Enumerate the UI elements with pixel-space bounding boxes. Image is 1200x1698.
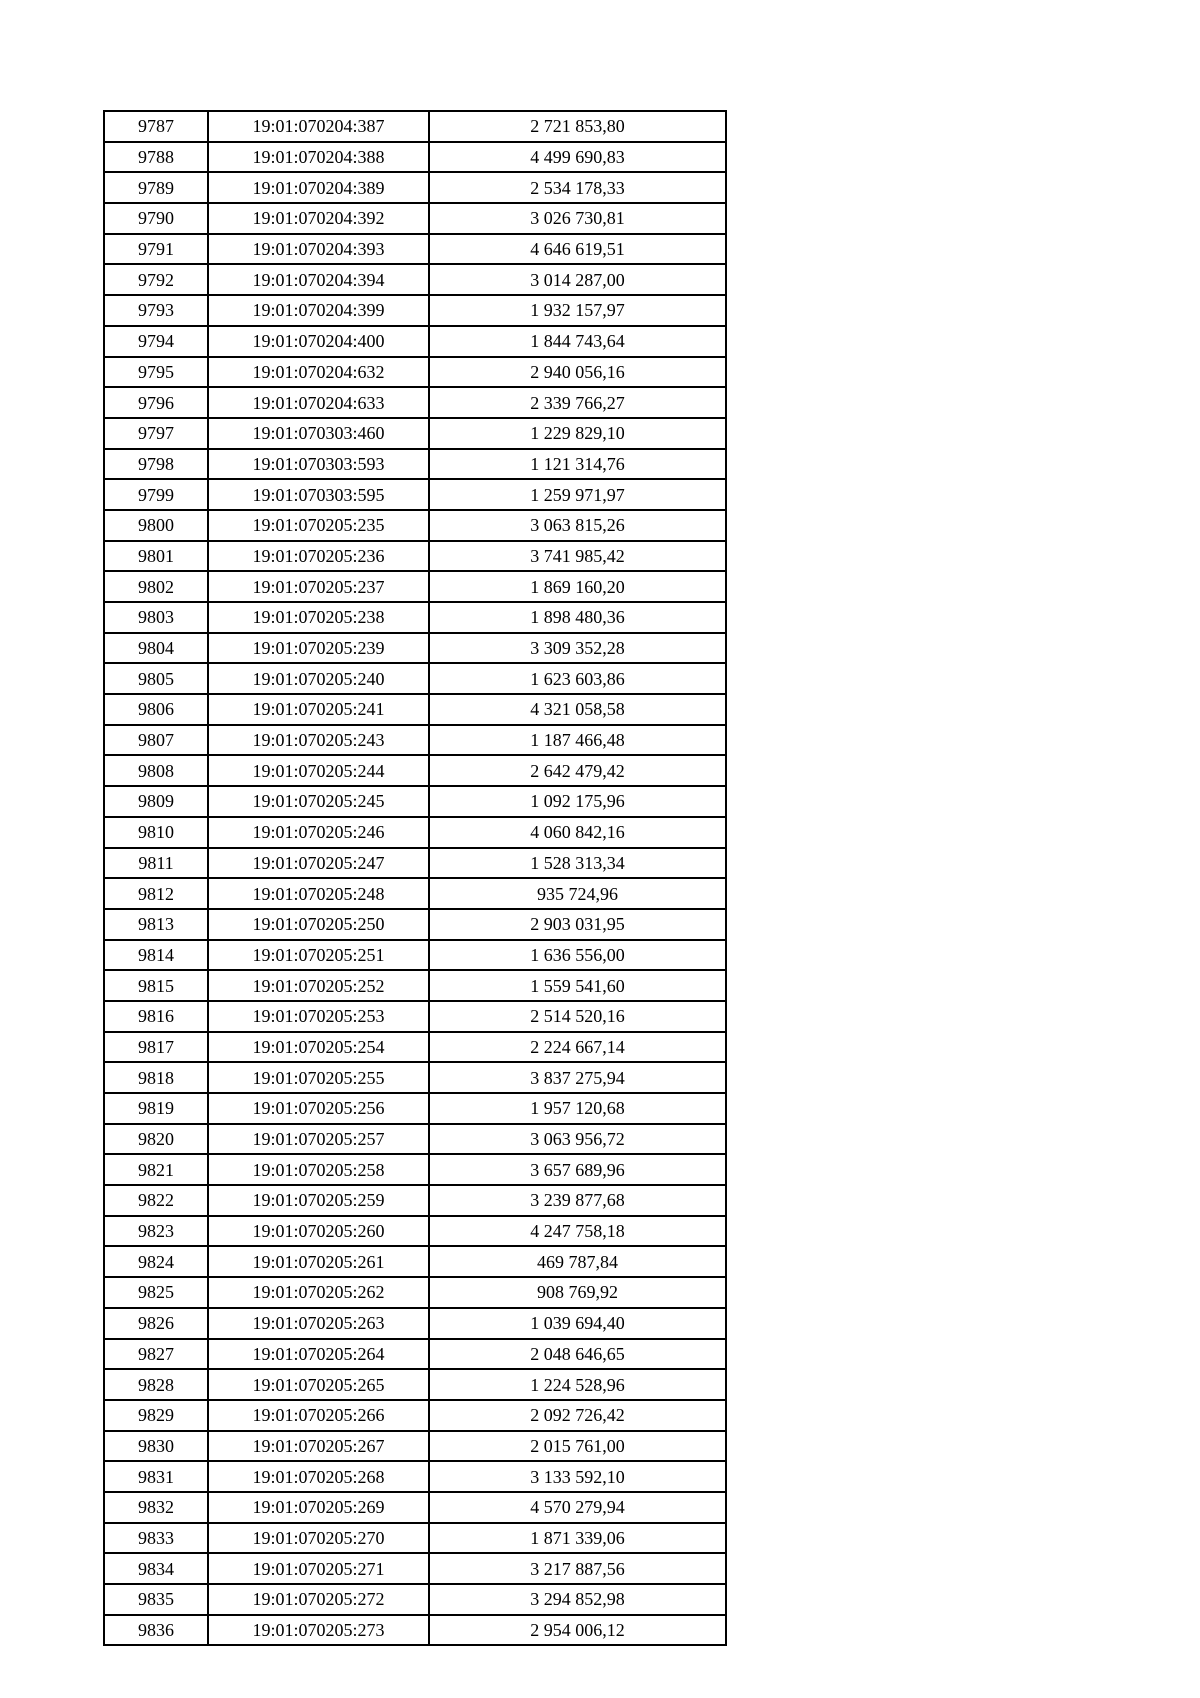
value-cell: 2 940 056,16 (429, 357, 726, 388)
value-cell: 3 133 592,10 (429, 1461, 726, 1492)
value-cell: 1 224 528,96 (429, 1369, 726, 1400)
cadastral-number-cell: 19:01:070205:257 (208, 1124, 429, 1155)
row-number-cell: 9809 (104, 786, 208, 817)
row-number-cell: 9829 (104, 1400, 208, 1431)
row-number-cell: 9818 (104, 1062, 208, 1093)
row-number-cell: 9819 (104, 1093, 208, 1124)
row-number-cell: 9822 (104, 1185, 208, 1216)
table-row (104, 1400, 726, 1431)
cadastral-number-cell: 19:01:070205:236 (208, 541, 429, 572)
row-number-cell: 9827 (104, 1339, 208, 1370)
value-cell: 1 259 971,97 (429, 479, 726, 510)
row-number-cell: 9804 (104, 633, 208, 664)
value-cell: 4 321 058,58 (429, 694, 726, 725)
cadastral-number-cell: 19:01:070205:272 (208, 1584, 429, 1615)
row-number-cell: 9828 (104, 1369, 208, 1400)
cadastral-number-cell: 19:01:070205:267 (208, 1431, 429, 1462)
row-number-cell: 9796 (104, 387, 208, 418)
cadastral-number-cell: 19:01:070205:268 (208, 1461, 429, 1492)
value-cell: 3 063 815,26 (429, 510, 726, 541)
value-cell: 1 871 339,06 (429, 1523, 726, 1554)
cadastral-number-cell: 19:01:070205:260 (208, 1216, 429, 1247)
row-number-cell: 9836 (104, 1615, 208, 1646)
value-cell: 935 724,96 (429, 878, 726, 909)
row-number-cell: 9798 (104, 449, 208, 480)
value-cell: 3 741 985,42 (429, 541, 726, 572)
value-cell: 3 309 352,28 (429, 633, 726, 664)
cadastral-number-cell: 19:01:070204:389 (208, 172, 429, 203)
table-row (104, 234, 726, 265)
value-cell: 4 247 758,18 (429, 1216, 726, 1247)
row-number-cell: 9810 (104, 817, 208, 848)
value-cell: 1 898 480,36 (429, 602, 726, 633)
cadastral-number-cell: 19:01:070303:595 (208, 479, 429, 510)
row-number-cell: 9811 (104, 848, 208, 879)
value-cell: 1 039 694,40 (429, 1308, 726, 1339)
table-row (104, 357, 726, 388)
cadastral-number-cell: 19:01:070205:271 (208, 1553, 429, 1584)
row-number-cell: 9808 (104, 755, 208, 786)
value-cell: 2 514 520,16 (429, 1001, 726, 1032)
value-cell: 3 239 877,68 (429, 1185, 726, 1216)
cadastral-number-cell: 19:01:070205:263 (208, 1308, 429, 1339)
value-cell: 1 559 541,60 (429, 970, 726, 1001)
cadastral-number-cell: 19:01:070205:256 (208, 1093, 429, 1124)
row-number-cell: 9830 (104, 1431, 208, 1462)
value-cell: 2 092 726,42 (429, 1400, 726, 1431)
row-number-cell: 9789 (104, 172, 208, 203)
table-row (104, 1339, 726, 1370)
table-row (104, 1553, 726, 1584)
cadastral-number-cell: 19:01:070205:255 (208, 1062, 429, 1093)
row-number-cell: 9788 (104, 142, 208, 173)
table-row (104, 848, 726, 879)
row-number-cell: 9813 (104, 909, 208, 940)
row-number-cell: 9812 (104, 878, 208, 909)
table-body (104, 111, 726, 1645)
row-number-cell: 9823 (104, 1216, 208, 1247)
table-row (104, 940, 726, 971)
row-number-cell: 9792 (104, 264, 208, 295)
cadastral-number-cell: 19:01:070205:269 (208, 1492, 429, 1523)
cadastral-number-cell: 19:01:070205:238 (208, 602, 429, 633)
table-row (104, 326, 726, 357)
table-row (104, 571, 726, 602)
value-cell: 1 229 829,10 (429, 418, 726, 449)
cadastral-number-cell: 19:01:070205:252 (208, 970, 429, 1001)
value-cell: 1 092 175,96 (429, 786, 726, 817)
row-number-cell: 9795 (104, 357, 208, 388)
cadastral-number-cell: 19:01:070205:254 (208, 1032, 429, 1063)
cadastral-number-cell: 19:01:070204:393 (208, 234, 429, 265)
row-number-cell: 9807 (104, 725, 208, 756)
table-row (104, 387, 726, 418)
table-row (104, 1032, 726, 1063)
cadastral-number-cell: 19:01:070205:265 (208, 1369, 429, 1400)
table-row (104, 264, 726, 295)
value-cell: 1 844 743,64 (429, 326, 726, 357)
row-number-cell: 9832 (104, 1492, 208, 1523)
table-row (104, 1615, 726, 1646)
value-cell: 1 636 556,00 (429, 940, 726, 971)
row-number-cell: 9835 (104, 1584, 208, 1615)
value-cell: 2 048 646,65 (429, 1339, 726, 1370)
value-cell: 1 932 157,97 (429, 295, 726, 326)
value-cell: 2 224 667,14 (429, 1032, 726, 1063)
cadastral-number-cell: 19:01:070303:593 (208, 449, 429, 480)
cadastral-number-cell: 19:01:070205:235 (208, 510, 429, 541)
data-table (103, 110, 727, 1646)
table-row (104, 111, 726, 142)
table-row (104, 1584, 726, 1615)
row-number-cell: 9834 (104, 1553, 208, 1584)
value-cell: 1 957 120,68 (429, 1093, 726, 1124)
cadastral-number-cell: 19:01:070205:245 (208, 786, 429, 817)
row-number-cell: 9802 (104, 571, 208, 602)
row-number-cell: 9797 (104, 418, 208, 449)
table-row (104, 541, 726, 572)
table-row (104, 1154, 726, 1185)
row-number-cell: 9816 (104, 1001, 208, 1032)
cadastral-number-cell: 19:01:070205:251 (208, 940, 429, 971)
table-row (104, 755, 726, 786)
row-number-cell: 9825 (104, 1277, 208, 1308)
cadastral-number-cell: 19:01:070205:244 (208, 755, 429, 786)
table-row (104, 817, 726, 848)
cadastral-number-cell: 19:01:070204:394 (208, 264, 429, 295)
value-cell: 4 060 842,16 (429, 817, 726, 848)
table-row (104, 203, 726, 234)
cadastral-number-cell: 19:01:070205:246 (208, 817, 429, 848)
row-number-cell: 9799 (104, 479, 208, 510)
row-number-cell: 9806 (104, 694, 208, 725)
row-number-cell: 9820 (104, 1124, 208, 1155)
table-row (104, 725, 726, 756)
table-row (104, 1001, 726, 1032)
value-cell: 3 026 730,81 (429, 203, 726, 234)
value-cell: 2 642 479,42 (429, 755, 726, 786)
cadastral-number-cell: 19:01:070205:248 (208, 878, 429, 909)
table-row (104, 786, 726, 817)
value-cell: 2 339 766,27 (429, 387, 726, 418)
value-cell: 2 534 178,33 (429, 172, 726, 203)
value-cell: 1 187 466,48 (429, 725, 726, 756)
cadastral-number-cell: 19:01:070205:258 (208, 1154, 429, 1185)
cadastral-number-cell: 19:01:070205:243 (208, 725, 429, 756)
table-row (104, 1431, 726, 1462)
table-row (104, 663, 726, 694)
cadastral-number-cell: 19:01:070205:239 (208, 633, 429, 664)
cadastral-number-cell: 19:01:070205:240 (208, 663, 429, 694)
table-row (104, 1216, 726, 1247)
row-number-cell: 9826 (104, 1308, 208, 1339)
row-number-cell: 9805 (104, 663, 208, 694)
table-row (104, 1185, 726, 1216)
value-cell: 1 623 603,86 (429, 663, 726, 694)
table-row (104, 1246, 726, 1277)
value-cell: 4 570 279,94 (429, 1492, 726, 1523)
cadastral-number-cell: 19:01:070204:392 (208, 203, 429, 234)
table-row (104, 694, 726, 725)
table-row (104, 1277, 726, 1308)
table-row (104, 602, 726, 633)
row-number-cell: 9815 (104, 970, 208, 1001)
cadastral-number-cell: 19:01:070204:633 (208, 387, 429, 418)
cadastral-number-cell: 19:01:070205:262 (208, 1277, 429, 1308)
value-cell: 4 499 690,83 (429, 142, 726, 173)
value-cell: 469 787,84 (429, 1246, 726, 1277)
cadastral-number-cell: 19:01:070204:388 (208, 142, 429, 173)
table-row (104, 418, 726, 449)
table-row (104, 172, 726, 203)
value-cell: 1 121 314,76 (429, 449, 726, 480)
table-row (104, 909, 726, 940)
value-cell: 2 721 853,80 (429, 111, 726, 142)
value-cell: 3 063 956,72 (429, 1124, 726, 1155)
value-cell: 3 217 887,56 (429, 1553, 726, 1584)
cadastral-number-cell: 19:01:070204:400 (208, 326, 429, 357)
table-row (104, 1523, 726, 1554)
table-row (104, 449, 726, 480)
value-cell: 2 903 031,95 (429, 909, 726, 940)
table-row (104, 1062, 726, 1093)
value-cell: 3 294 852,98 (429, 1584, 726, 1615)
table-row (104, 142, 726, 173)
row-number-cell: 9833 (104, 1523, 208, 1554)
value-cell: 1 528 313,34 (429, 848, 726, 879)
table-row (104, 1124, 726, 1155)
cadastral-number-cell: 19:01:070303:460 (208, 418, 429, 449)
cadastral-number-cell: 19:01:070205:237 (208, 571, 429, 602)
table-row (104, 1492, 726, 1523)
cadastral-number-cell: 19:01:070205:273 (208, 1615, 429, 1646)
table-row (104, 1093, 726, 1124)
cadastral-number-cell: 19:01:070204:387 (208, 111, 429, 142)
cadastral-number-cell: 19:01:070205:250 (208, 909, 429, 940)
table-row (104, 1369, 726, 1400)
cadastral-number-cell: 19:01:070204:399 (208, 295, 429, 326)
value-cell: 4 646 619,51 (429, 234, 726, 265)
row-number-cell: 9791 (104, 234, 208, 265)
cadastral-number-cell: 19:01:070205:270 (208, 1523, 429, 1554)
row-number-cell: 9794 (104, 326, 208, 357)
row-number-cell: 9803 (104, 602, 208, 633)
value-cell: 3 837 275,94 (429, 1062, 726, 1093)
cadastral-number-cell: 19:01:070205:264 (208, 1339, 429, 1370)
table-row (104, 878, 726, 909)
row-number-cell: 9793 (104, 295, 208, 326)
value-cell: 2 954 006,12 (429, 1615, 726, 1646)
value-cell: 2 015 761,00 (429, 1431, 726, 1462)
table-row (104, 1308, 726, 1339)
cadastral-number-cell: 19:01:070204:632 (208, 357, 429, 388)
cadastral-number-cell: 19:01:070205:253 (208, 1001, 429, 1032)
row-number-cell: 9814 (104, 940, 208, 971)
row-number-cell: 9831 (104, 1461, 208, 1492)
value-cell: 908 769,92 (429, 1277, 726, 1308)
row-number-cell: 9817 (104, 1032, 208, 1063)
row-number-cell: 9824 (104, 1246, 208, 1277)
table-row (104, 510, 726, 541)
cadastral-number-cell: 19:01:070205:241 (208, 694, 429, 725)
cadastral-number-cell: 19:01:070205:259 (208, 1185, 429, 1216)
cadastral-number-cell: 19:01:070205:266 (208, 1400, 429, 1431)
row-number-cell: 9800 (104, 510, 208, 541)
table-row (104, 295, 726, 326)
value-cell: 3 014 287,00 (429, 264, 726, 295)
cadastral-number-cell: 19:01:070205:247 (208, 848, 429, 879)
value-cell: 3 657 689,96 (429, 1154, 726, 1185)
table-row (104, 1461, 726, 1492)
table-row (104, 479, 726, 510)
value-cell: 1 869 160,20 (429, 571, 726, 602)
row-number-cell: 9790 (104, 203, 208, 234)
table-row (104, 633, 726, 664)
table-row (104, 970, 726, 1001)
cadastral-number-cell: 19:01:070205:261 (208, 1246, 429, 1277)
row-number-cell: 9787 (104, 111, 208, 142)
row-number-cell: 9821 (104, 1154, 208, 1185)
row-number-cell: 9801 (104, 541, 208, 572)
